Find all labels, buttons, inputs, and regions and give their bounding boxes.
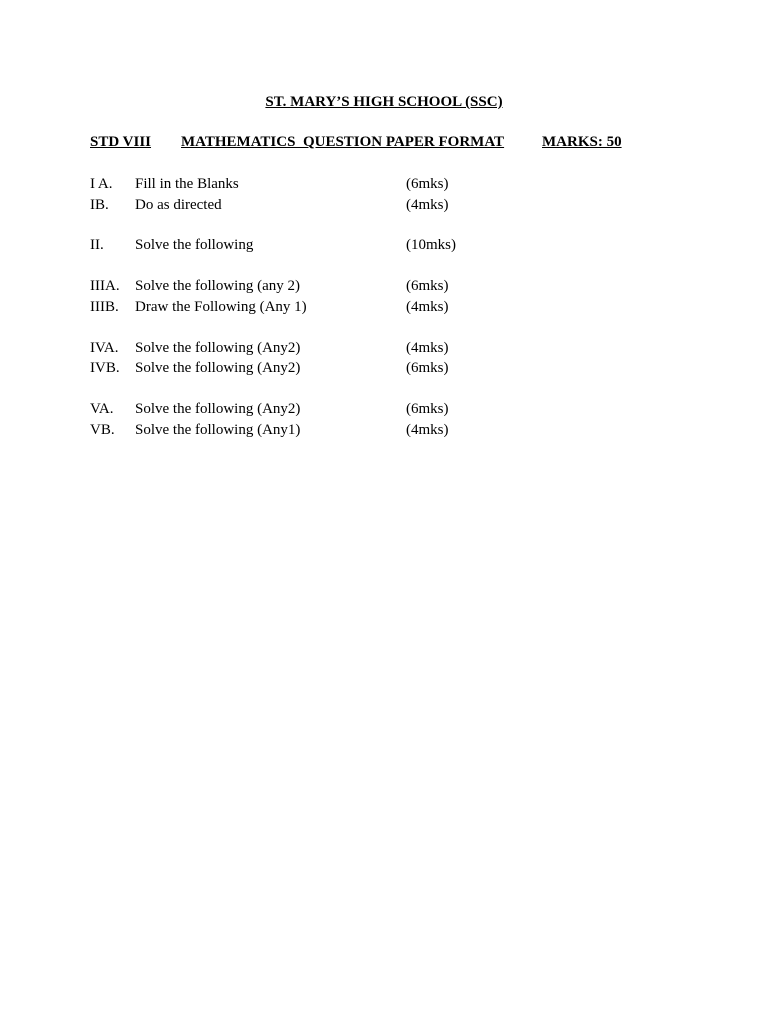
section-code: IIIA.	[90, 278, 120, 294]
section-description: Solve the following	[135, 237, 254, 253]
list-item	[90, 237, 690, 257]
section-description: Do as directed	[135, 197, 222, 213]
list-item	[90, 422, 690, 442]
section-description: Solve the following (any 2)	[135, 278, 300, 294]
section-code: IIIB.	[90, 299, 119, 315]
standard-label: STD VIII	[90, 134, 152, 150]
section-description: Solve the following (Any1)	[135, 422, 301, 438]
total-marks-label: MARKS: 50	[542, 134, 622, 150]
paper-header	[90, 134, 690, 154]
section-description: Fill in the Blanks	[135, 176, 239, 192]
section-description: Draw the Following (Any 1)	[135, 299, 307, 315]
section-code: VB.	[90, 422, 115, 438]
list-item	[90, 360, 690, 380]
section-marks: (6mks)	[406, 401, 449, 417]
list-item	[90, 401, 690, 421]
list-item	[90, 197, 690, 217]
section-code: VA.	[90, 401, 114, 417]
section-marks: (4mks)	[406, 197, 449, 213]
section-code: I A.	[90, 176, 113, 192]
section-description: Solve the following (Any2)	[135, 340, 301, 356]
list-item	[90, 299, 690, 319]
list-item	[90, 176, 690, 196]
section-description: Solve the following (Any2)	[135, 360, 301, 376]
section-marks: (4mks)	[406, 340, 449, 356]
section-marks: (4mks)	[406, 299, 449, 315]
section-code: IB.	[90, 197, 109, 213]
list-item	[90, 278, 690, 298]
section-marks: (6mks)	[406, 278, 449, 294]
subject-label: MATHEMATICS QUESTION PAPER FORMAT	[181, 134, 505, 150]
section-description: Solve the following (Any2)	[135, 401, 301, 417]
section-code: IVB.	[90, 360, 120, 376]
school-title: ST. MARY’S HIGH SCHOOL (SSC)	[265, 94, 503, 110]
list-item	[90, 340, 690, 360]
section-marks: (10mks)	[406, 237, 456, 253]
section-marks: (4mks)	[406, 422, 449, 438]
section-code: II.	[90, 237, 104, 253]
section-marks: (6mks)	[406, 176, 449, 192]
section-marks: (6mks)	[406, 360, 449, 376]
section-code: IVA.	[90, 340, 119, 356]
